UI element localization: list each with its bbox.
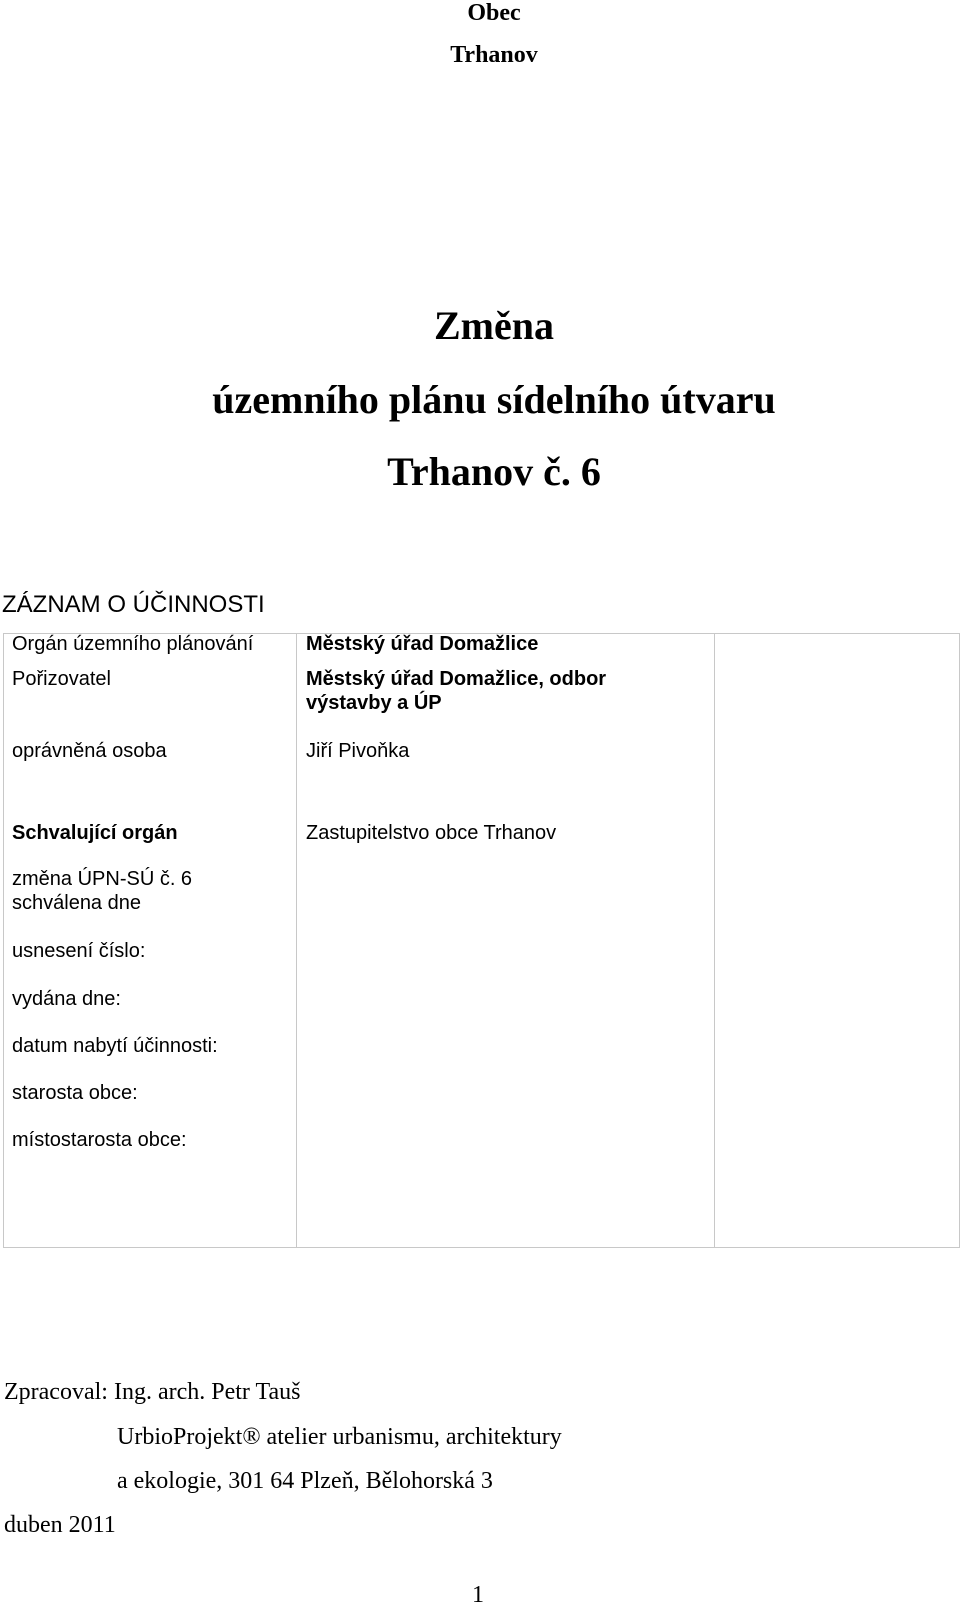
value-authorized-person: Jiří Pivoňka bbox=[306, 740, 410, 762]
label-issued-date: vydána dne: bbox=[12, 988, 121, 1010]
document-date: duben 2011 bbox=[4, 1512, 116, 1538]
label-change-approved-line-2: schválena dne bbox=[12, 892, 141, 914]
page-number: 1 bbox=[472, 1582, 484, 1608]
label-effective-date: datum nabytí účinnosti: bbox=[12, 1035, 218, 1057]
prepared-by-name: Ing. arch. Petr Tauš bbox=[113, 1379, 301, 1405]
document-title-line-1: Změna bbox=[434, 303, 554, 348]
table-column-divider-1 bbox=[296, 633, 297, 1248]
label-authorized-person: oprávněná osoba bbox=[12, 740, 167, 762]
municipality-label: Obec bbox=[467, 0, 521, 26]
document-title-line-3: Trhanov č. 6 bbox=[387, 449, 601, 494]
table-column-divider-2 bbox=[714, 633, 715, 1248]
label-approving-body: Schvalující orgán bbox=[12, 822, 178, 844]
label-change-approved-line-1: změna ÚPN-SÚ č. 6 bbox=[12, 868, 193, 890]
label-acquirer: Pořizovatel bbox=[12, 668, 111, 690]
label-resolution-number: usnesení číslo: bbox=[12, 940, 146, 962]
label-mayor: starosta obce: bbox=[12, 1082, 138, 1104]
municipality-name: Trhanov bbox=[450, 42, 538, 68]
table-bottom-border bbox=[3, 1247, 960, 1248]
prepared-by-label: Zpracoval: bbox=[4, 1379, 108, 1405]
label-deputy-mayor: místostarosta obce: bbox=[12, 1129, 187, 1151]
document-title-line-2: územního plánu sídelního útvaru bbox=[212, 377, 776, 422]
value-planning-authority: Městský úřad Domažlice bbox=[306, 633, 539, 655]
value-approving-body: Zastupitelstvo obce Trhanov bbox=[306, 822, 557, 844]
label-planning-authority: Orgán územního plánování bbox=[12, 633, 254, 655]
record-heading: ZÁZNAM O ÚČINNOSTI bbox=[2, 591, 265, 618]
table-left-border bbox=[3, 633, 4, 1248]
company-line-2: a ekologie, 301 64 Plzeň, Bělohorská 3 bbox=[117, 1468, 493, 1494]
value-acquirer-line-2: výstavby a ÚP bbox=[306, 692, 442, 714]
prepared-by-line bbox=[4, 1379, 300, 1406]
company-line-1: UrbioProjekt® atelier urbanismu, architektury bbox=[117, 1424, 562, 1450]
record-table bbox=[3, 633, 960, 1248]
value-acquirer-line-1: Městský úřad Domažlice, odbor bbox=[306, 668, 607, 690]
